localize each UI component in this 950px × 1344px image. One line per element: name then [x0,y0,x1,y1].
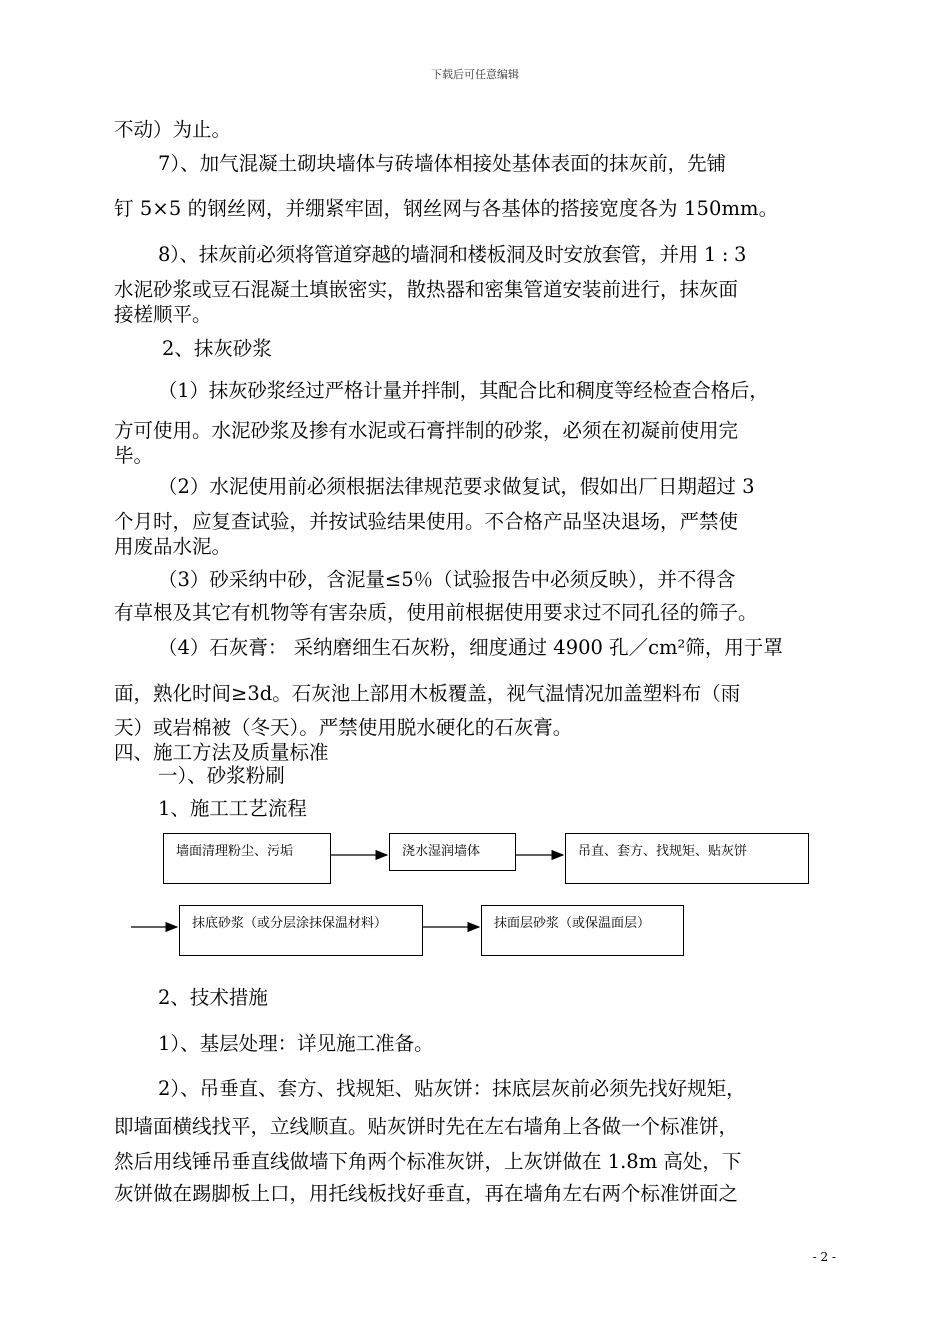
flow-step: 墙面清理粉尘、污垢 [163,833,331,884]
page-number: - 2 - [812,1250,836,1264]
flow-step: 浇水湿润墙体 [389,833,516,871]
section-heading: 2、技术措施 [158,986,268,1009]
page-header: 下载后可任意编辑 [431,68,519,81]
flow-step: 抹面层砂浆（或保温面层） [481,905,684,956]
text-line: 水泥砂浆或豆石混凝土填嵌密实，散热器和密集管道安装前进行，抹灰面 [114,278,739,301]
text-line: 方可使用。水泥砂浆及掺有水泥或石膏拌制的砂浆，必须在初凝前使用完 [114,419,739,442]
text-line: （1）抹灰砂浆经过严格计量并拌制，其配合比和稠度等经检查合格后， [158,379,769,402]
text-line: 8）、抹灰前必须将管道穿越的墙洞和楼板洞及时安放套管，并用 1 : 3 [158,243,747,266]
text-line: 不动）为止。 [114,118,232,141]
section-heading: 一）、砂浆粉刷 [158,764,285,787]
section-heading: 2、抹灰砂浆 [162,337,272,360]
flow-step: 吊直、套方、找规矩、贴灰饼 [565,833,809,884]
section-heading: 四、施工方法及质量标准 [114,741,329,764]
text-line: 用废品水泥。 [114,535,232,558]
text-line: 7）、加气混凝土砌块墙体与砖墙体相接处基体表面的抹灰前，先铺 [158,152,727,175]
text-line: 灰饼做在踢脚板上口，用托线板找好垂直，再在墙角左右两个标准饼面之 [114,1182,739,1205]
flow-step: 抹底砂浆（或分层涂抹保温材料） [179,905,423,956]
text-line: 个月时，应复查试验，并按试验结果使用。不合格产品坚决退场，严禁使 [114,510,739,533]
text-line: 2）、吊垂直、套方、找规矩、贴灰饼：抹底层灰前必须先找好规矩， [158,1077,746,1100]
text-line: 然后用线锤吊垂直线做墙下角两个标准灰饼，上灰饼做在 1.8m 高处，下 [114,1150,742,1173]
text-line: （3）砂采纳中砂，含泥量≤5％（试验报告中必须反映），并不得含 [158,568,736,591]
text-line: 面，熟化时间≥3d。石灰池上部用木板覆盖，视气温情况加盖塑料布（雨 [114,682,741,705]
text-line: 即墙面横线找平，立线顺直。贴灰饼时先在左右墙角上各做一个标准饼， [114,1115,739,1138]
text-line: 1）、基层处理：详见施工准备。 [158,1032,434,1055]
text-line: 钉 5×5 的钢丝网，并绷紧牢固，钢丝网与各基体的搭接宽度各为 150mm。 [114,197,779,220]
text-line: （4）石灰膏： 采纳磨细生石灰粉，细度通过 4900 孔／cm²筛，用于罩 [158,636,783,659]
text-line: 天）或岩棉被（冬天）。严禁使用脱水硬化的石灰膏。 [114,716,573,739]
text-line: 毕。 [114,444,154,467]
text-line: （2）水泥使用前必须根据法律规范要求做复试，假如出厂日期超过 3 [158,475,755,498]
text-line: 有草根及其它有机物等有害杂质，使用前根据使用要求过不同孔径的筛子。 [114,601,758,624]
text-line: 接槎顺平。 [114,303,212,326]
section-heading: 1、施工工艺流程 [158,797,307,820]
